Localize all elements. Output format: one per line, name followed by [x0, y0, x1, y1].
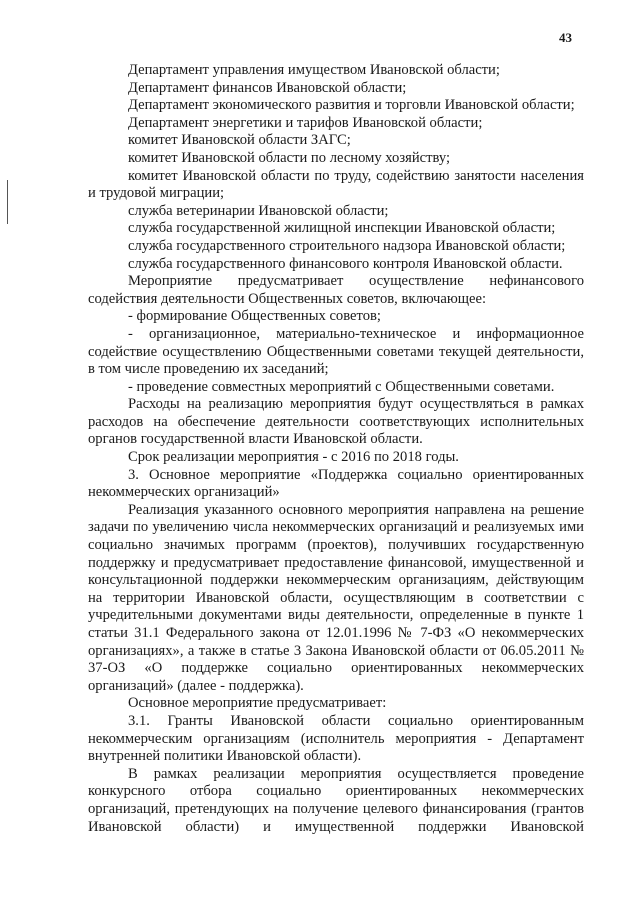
executor-item: Департамент экономического развития и торговли Ивановской области;	[128, 97, 575, 114]
paragraph-support-intro: Мероприятие предусматривает осуществление нефинансового содействия деятельности Общественных советов, включающее:	[88, 273, 584, 307]
list-item: - проведение совместных мероприятий с Общественными советами.	[128, 378, 555, 395]
page-body	[88, 62, 584, 836]
paragraph-term: Срок реализации мероприятия - с 2016 по 2018 годы.	[128, 449, 459, 466]
paragraph-main-provides: Основное мероприятие предусматривает:	[128, 695, 387, 712]
paragraph-competition: В рамках реализации мероприятия осуществляется проведение конкурсного отбора социально ориентированных некоммерческих организаций, претендующих на получение целевого финансирования (грантов Ивановской области) и имущественной поддержки Ивановской	[88, 765, 584, 835]
margin-line	[7, 180, 8, 224]
section-heading: 3. Основное мероприятие «Поддержка социально ориентированных некоммерческих организаций»	[88, 466, 584, 501]
executor-item: комитет Ивановской области по лесному хозяйству;	[128, 149, 451, 166]
executor-item: Департамент управления имуществом Ивановской области;	[128, 62, 500, 78]
paragraph-realization: Реализация указанного основного мероприятия направлена на решение задачи по увеличению числа некоммерческих организаций и реализуемых ими социально значимых программ (проектов), получивших государственную поддержку и предусматривает предоставление финансовой, имущественной и консультационной поддержки некоммерческим организациям, действующим на территории Ивановской области, осуществляющим в соответствии с учредительными документами виды деятельности, определенные в пункте 1 статьи 31.1 Федерального закона от 12.01.1996 № 7-ФЗ «О некоммерческих организациях», а также в статье 3 Закона Ивановской области от 06.05.2011 № 37-ОЗ «О поддержке социально ориентированных некоммерческих организаций» (далее - поддержка).	[88, 501, 584, 694]
paragraph-expenses: Расходы на реализацию мероприятия будут осуществляться в рамках расходов на обеспечение деятельности соответствующих исполнительных органов государственной власти Ивановской области.	[88, 396, 584, 448]
executor-item: Департамент финансов Ивановской области;	[128, 79, 407, 96]
executor-item: служба государственного финансового контроля Ивановской области.	[128, 255, 563, 272]
executor-item: служба государственного строительного надзора Ивановской области;	[128, 237, 566, 254]
executor-item: служба ветеринарии Ивановской области;	[128, 202, 389, 219]
list-item: - организационное, материально-техническое и информационное содействие осуществлению Общественными советами текущей деятельности, в том числе проведению их заседаний;	[88, 325, 584, 378]
executor-item: Департамент энергетики и тарифов Ивановской области;	[128, 114, 483, 131]
executor-item: комитет Ивановской области по труду, содействию занятости населения и трудовой миграции;	[88, 167, 584, 202]
executor-item: служба государственной жилищной инспекции Ивановской области;	[128, 220, 556, 237]
paragraph-3-1: 3.1. Гранты Ивановской области социально ориентированным некоммерческим организациям (исполнитель мероприятия - Департамент внутренней политики Ивановской области).	[88, 712, 584, 765]
page-number: 43	[559, 30, 572, 45]
list-item: - формирование Общественных советов;	[128, 308, 381, 325]
executor-item: комитет Ивановской области ЗАГС;	[128, 132, 351, 149]
